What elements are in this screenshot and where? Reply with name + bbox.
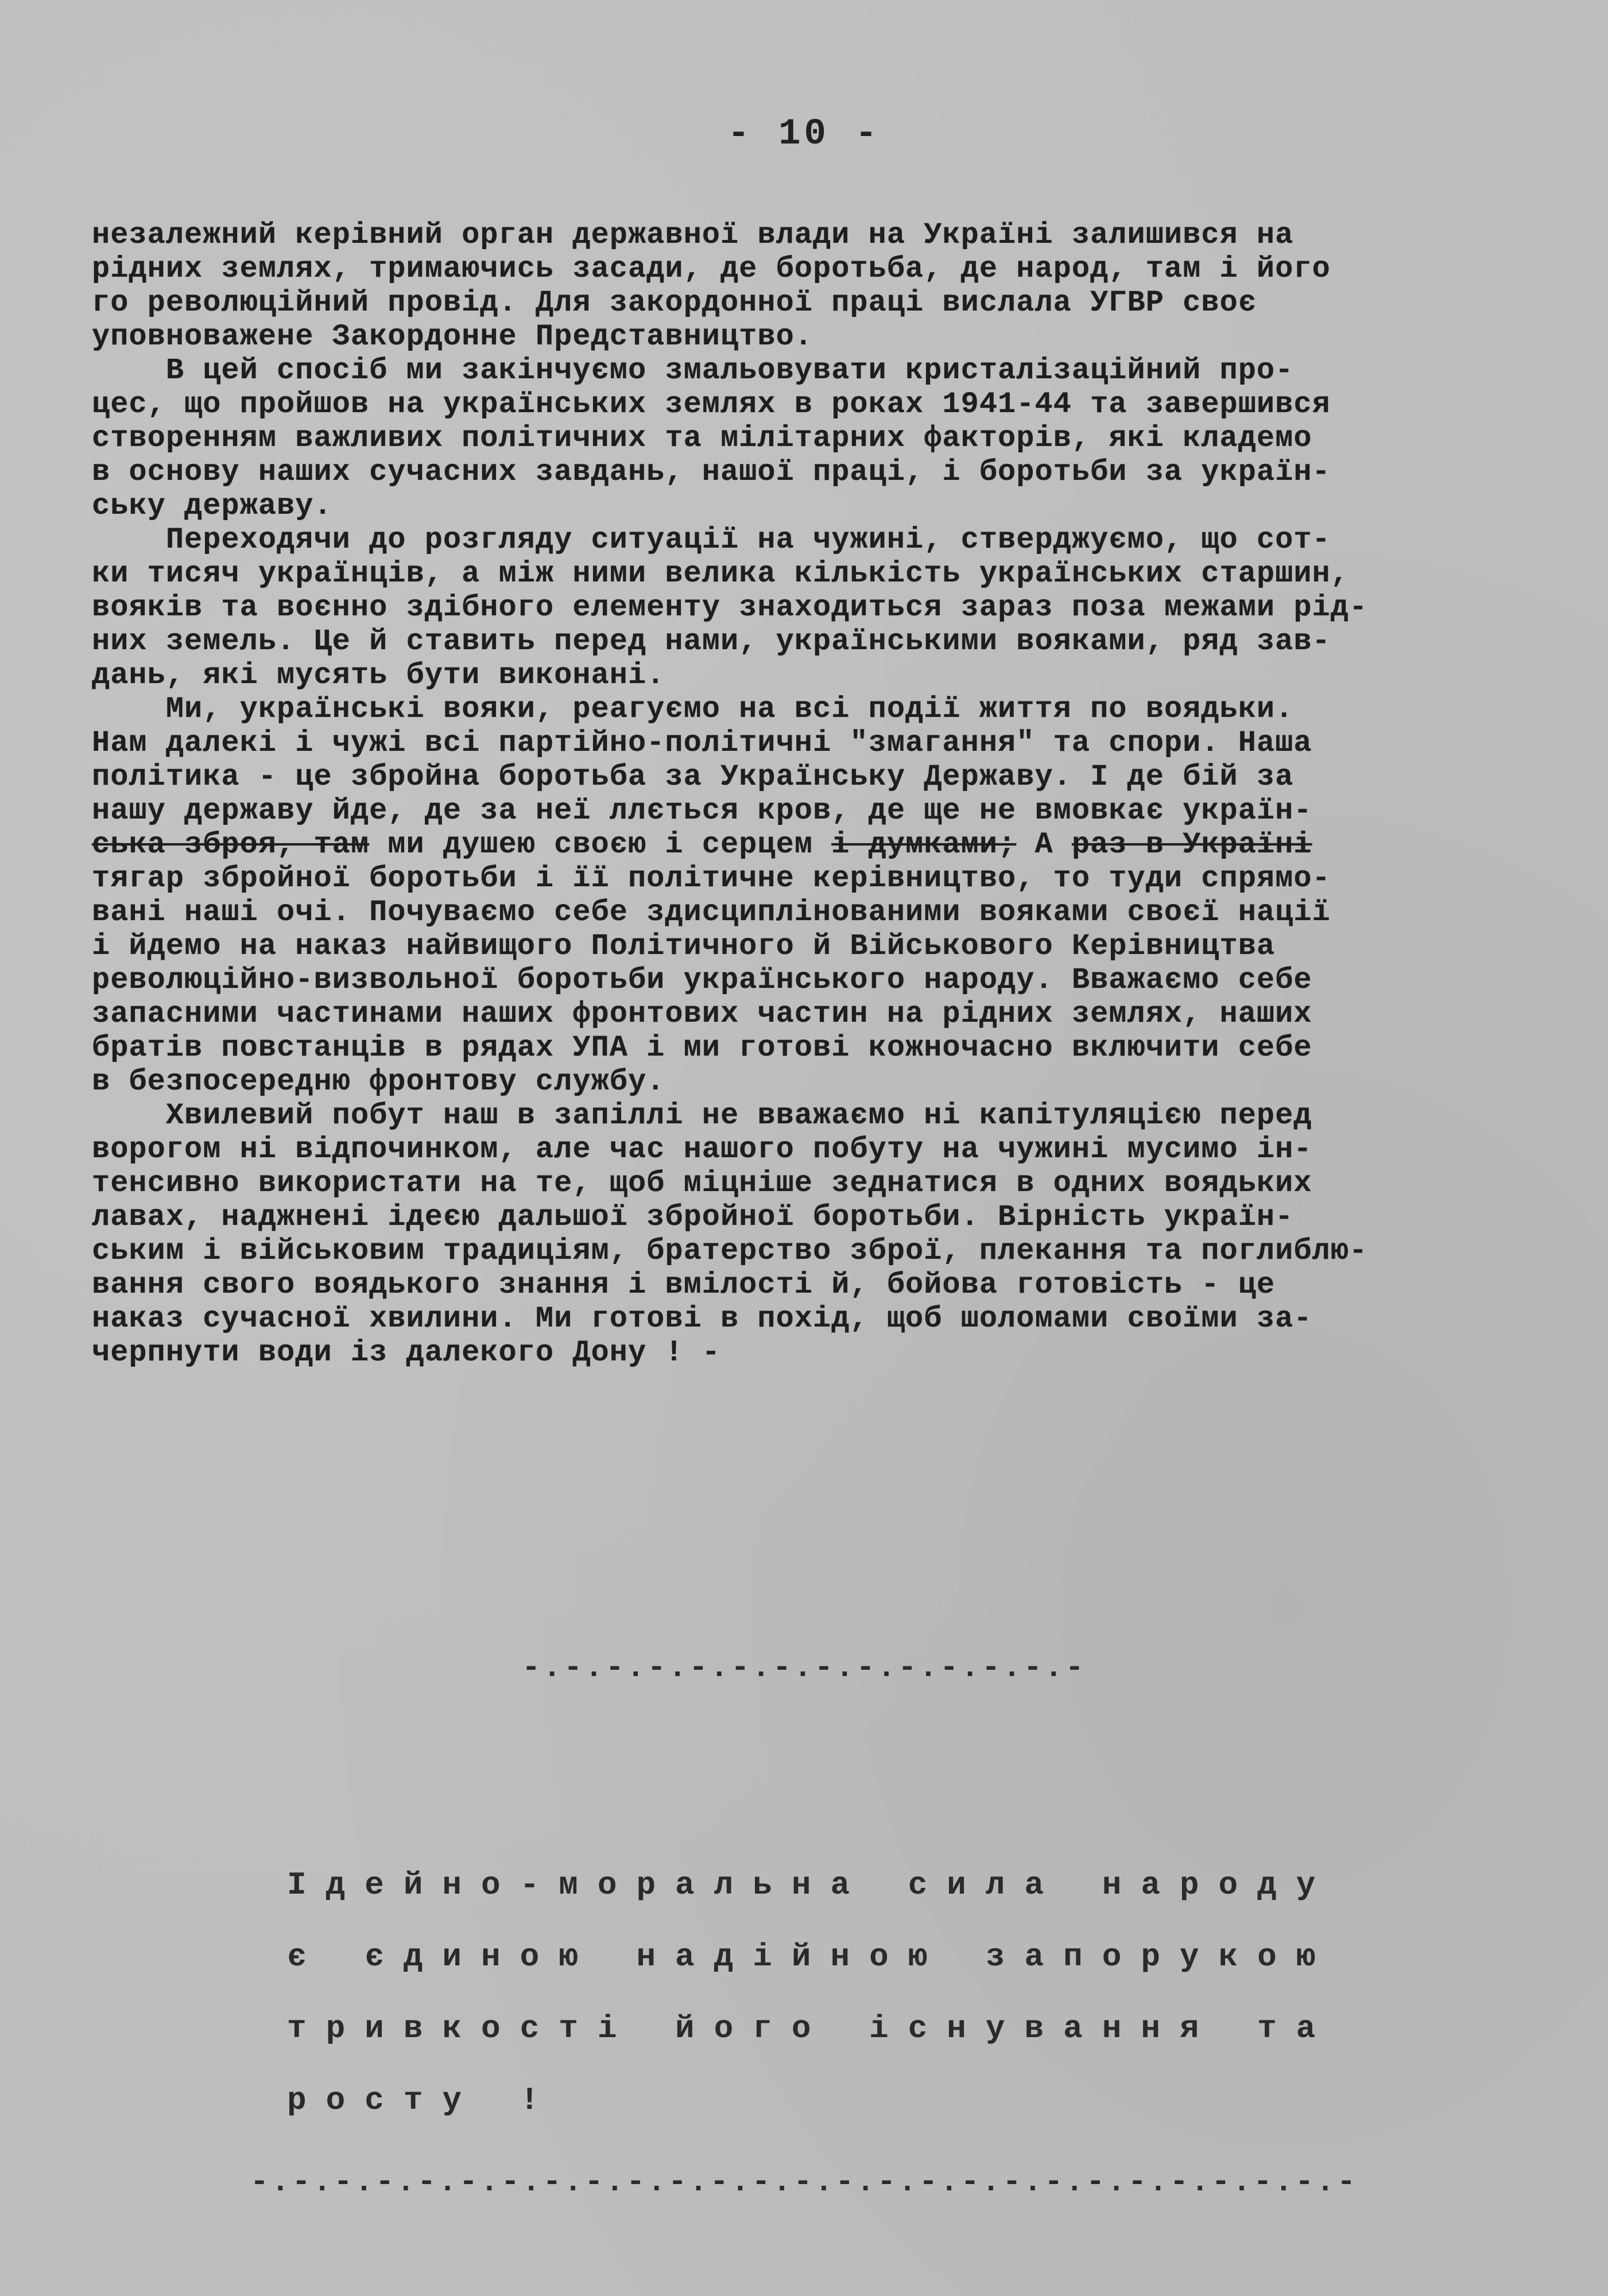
page-number: - 10 - [727, 114, 881, 155]
paragraph-3 [92, 523, 1516, 692]
text-line: черпнути води із далекого Дону ! - [92, 1336, 720, 1370]
text-line: ворогом ні відпочинком, але час нашого побуту на чужині мусимо ін- [92, 1133, 1312, 1166]
main-text [92, 218, 1516, 1370]
text-line: них земель. Це й ставить перед нами, українськими вояками, ряд зав- [92, 625, 1331, 658]
text-line: в основу наших сучасних завдань, нашої праці, і боротьби за україн- [92, 455, 1331, 489]
text-line: ки тисяч українців, а між ними велика кількість українських старшин, [92, 557, 1349, 591]
dotted-divider: -.-.-.-.-.-.-.-.-.-.-.-.-.-.-.-.-.-.-.-.-.-.-.-.-.-.- [250, 2165, 1358, 2200]
text-line: ську державу. [92, 489, 332, 523]
text-line: і йдемо на наказ найвищого Політичного й Військового Керівництва [92, 929, 1276, 963]
text-line: наказ сучасної хвилини. Ми готові в похід, щоб шоломами своїми за- [92, 1302, 1312, 1336]
struck-text: і думками; [831, 828, 1017, 862]
text-span: А [1016, 828, 1072, 862]
text-line: рідних землях, тримаючись засади, де боротьба, де народ, там і його [92, 252, 1331, 286]
text-line: революційно-визвольної боротьби українського народу. Вважаємо себе [92, 963, 1312, 997]
text-line: нашу державу йде, де за неї ллється кров, де ще не вмовкає україн- [92, 794, 1312, 828]
text-line: вані наші очі. Почуваємо себе здисциплінованими вояками своєї нації [92, 895, 1331, 929]
text-line: тягар збройної боротьби і її політичне керівництво, то туди спрямо- [92, 862, 1331, 895]
paragraph-4 [92, 692, 1516, 1099]
text-line: незалежний керівний орган державної влади на Україні залишився на [92, 218, 1294, 252]
motto-line: Ідейно-моральна сила народу [287, 1867, 1335, 1903]
paragraph-2 [92, 354, 1516, 523]
motto-line: росту ! [287, 2082, 559, 2119]
text-line: запасними частинами наших фронтових частин на рідних землях, наших [92, 997, 1312, 1031]
text-line: лавах, наджнені ідеєю дальшої збройної боротьби. Вірність україн- [92, 1200, 1294, 1234]
text-line: го революційний провід. Для закордонної праці вислала УГВР своє [92, 286, 1257, 320]
motto-line: є єдиною надійною запорукою [287, 1938, 1335, 1975]
struck-text: ська зброя, там [92, 828, 370, 862]
text-span: ми душею своєю і серцем [369, 828, 832, 862]
motto-block [287, 1849, 1493, 2136]
text-line: братів повстанців в рядах УПА і ми готові кожночасно включити себе [92, 1031, 1312, 1065]
text-line: вання свого воядького знання і вмілості й, бойова готовість - це [92, 1268, 1276, 1302]
text-line: в безпосередню фронтову службу. [92, 1065, 665, 1099]
text-line: Ми, українські вояки, реагуємо на всі події життя по воядьки. [92, 692, 1294, 726]
text-line: дань, які мусять бути виконані. [92, 658, 665, 692]
dotted-divider: -.-.-.-.-.-.-.-.-.-.-.-.-.- [522, 1651, 1086, 1686]
paragraph-1 [92, 218, 1516, 354]
text-line: вояків та воєнно здібного елементу знаходиться зараз поза межами рід- [92, 591, 1368, 625]
text-line: Переходячи до розгляду ситуації на чужині, стверджуємо, що сот- [92, 523, 1331, 557]
paragraph-5 [92, 1099, 1516, 1370]
text-line: тенсивно використати на те, щоб міцніше зеднатися в одних воядьких [92, 1166, 1312, 1200]
text-line: створенням важливих політичних та мілітарних факторів, які кладемо [92, 421, 1312, 455]
text-line: уповноважене Закордонне Представництво. [92, 320, 813, 354]
motto-line: тривкості його існування та [287, 2010, 1335, 2047]
text-line: Нам далекі і чужі всі партійно-політичні "змагання" та спори. Наша [92, 726, 1312, 760]
text-line: В цей спосіб ми закінчуємо змальовувати кристалізаційний про- [92, 354, 1294, 387]
text-line-with-strikethrough [92, 828, 1516, 862]
text-line: цес, що пройшов на українських землях в роках 1941-44 та завершився [92, 387, 1331, 421]
struck-text: раз в Україні [1071, 828, 1312, 862]
text-line: політика - це збройна боротьба за Українську Державу. І де бій за [92, 760, 1294, 794]
text-line: ським і військовим традиціям, братерство зброї, плекання та поглиблю- [92, 1234, 1368, 1268]
text-line: Хвилевий побут наш в запіллі не вважаємо ні капітуляцією перед [92, 1099, 1312, 1133]
